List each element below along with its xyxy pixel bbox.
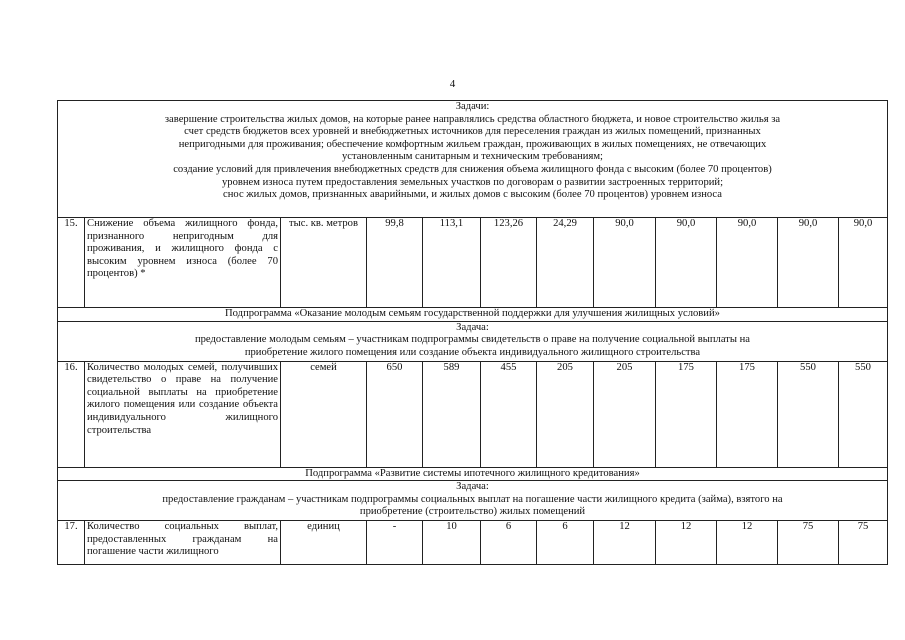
task-heading: Задача: xyxy=(456,481,489,493)
value-cell: 175 xyxy=(656,361,717,467)
value-cell: - xyxy=(367,521,423,565)
table-row xyxy=(58,218,888,308)
value-cell: 6 xyxy=(537,521,594,565)
task-line: уровнем износа путем предоставления земельных участков по договорам о развитии застроенных территорий; xyxy=(221,176,724,188)
value-cell: 90,0 xyxy=(717,218,778,308)
unit-cell: тыс. кв. метров xyxy=(281,218,367,308)
value-cell: 12 xyxy=(594,521,656,565)
value-cell: 550 xyxy=(778,361,839,467)
unit-cell: единиц xyxy=(281,521,367,565)
value-cell: 24,29 xyxy=(537,218,594,308)
value-cell: 123,26 xyxy=(481,218,537,308)
unit-cell: семей xyxy=(281,361,367,467)
task-heading: Задача: xyxy=(456,321,489,333)
tasks-cell xyxy=(58,101,888,218)
subprogram-row xyxy=(58,308,888,322)
table-row xyxy=(58,521,888,565)
task-line: предоставление молодым семьям – участникам подпрограммы свидетельств о праве на получение социальной выплаты на xyxy=(194,334,751,346)
value-cell: 550 xyxy=(839,361,888,467)
task-row xyxy=(58,481,888,521)
value-cell: 75 xyxy=(839,521,888,565)
subprogram-row xyxy=(58,467,888,481)
value-cell: 10 xyxy=(423,521,481,565)
task-line: приобретение (строительство) жилых помещений xyxy=(359,506,586,518)
value-cell: 113,1 xyxy=(423,218,481,308)
indicators-table xyxy=(57,100,888,565)
value-cell: 6 xyxy=(481,521,537,565)
indicator-name: Снижение объема жилищного фонда, признанного непригодным для проживания, и жилищного фонда с высоким уровнем износа (более 70 процентов) * xyxy=(85,218,281,308)
indicator-name: Количество социальных выплат, предоставленных гражданам на погашение части жилищного xyxy=(85,521,281,565)
tasks-heading: Задачи: xyxy=(455,101,490,112)
value-cell: 90,0 xyxy=(778,218,839,308)
page-number: 4 xyxy=(449,78,456,90)
value-cell: 90,0 xyxy=(839,218,888,308)
task-row xyxy=(58,321,888,361)
value-cell: 90,0 xyxy=(656,218,717,308)
value-cell: 455 xyxy=(481,361,537,467)
row-number: 16. xyxy=(58,361,85,467)
indicator-name: Количество молодых семей, получивших свидетельство о праве на получение социальной выплаты на приобретение жилого помещения или создание объекта индивидуального жилищного строительства xyxy=(85,361,281,467)
row-number: 15. xyxy=(58,218,85,308)
task-line: предоставление гражданам – участникам подпрограммы социальных выплат на погашение части жилищного кредита (займа), взятого на xyxy=(162,493,783,505)
task-line: снос жилых домов, признанных аварийными, и жилых домов с высоким (более 70 процентов) уровнем износа xyxy=(223,189,722,201)
value-cell: 205 xyxy=(537,361,594,467)
row-number: 17. xyxy=(58,521,85,565)
subprogram-title: Подпрограмма «Оказание молодым семьям государственной поддержки для улучшения жилищных условий» xyxy=(58,308,888,322)
value-cell: 90,0 xyxy=(594,218,656,308)
task-line: завершение строительства жилых домов, на которые ранее направлялись средства областного бюджета, и новое строительство жилья за xyxy=(164,113,781,125)
task-line: счет средств бюджетов всех уровней и внебюджетных источников для переселения граждан из жилых помещений, признанных xyxy=(184,126,761,138)
value-cell: 12 xyxy=(717,521,778,565)
value-cell: 12 xyxy=(656,521,717,565)
subprogram-title: Подпрограмма «Развитие системы ипотечного жилищного кредитования» xyxy=(58,467,888,481)
task-cell xyxy=(58,481,888,521)
task-line: создание условий для привлечения внебюджетных средств для снижения объема жилищного фонда с высоким (более 70 процентов) xyxy=(173,163,772,175)
tasks-row xyxy=(58,101,888,218)
value-cell: 650 xyxy=(367,361,423,467)
task-line: приобретение жилого помещения или создание объекта индивидуального жилищного строительства xyxy=(244,346,701,358)
task-line: установленным санитарным и техническим требованиям; xyxy=(341,151,604,163)
value-cell: 589 xyxy=(423,361,481,467)
task-cell xyxy=(58,321,888,361)
task-line: непригодными для проживания; обеспечение комфортным жильем граждан, проживающих в жилых помещениях, не отвечающих xyxy=(178,138,767,150)
value-cell: 75 xyxy=(778,521,839,565)
table-row xyxy=(58,361,888,467)
value-cell: 205 xyxy=(594,361,656,467)
value-cell: 175 xyxy=(717,361,778,467)
value-cell: 99,8 xyxy=(367,218,423,308)
